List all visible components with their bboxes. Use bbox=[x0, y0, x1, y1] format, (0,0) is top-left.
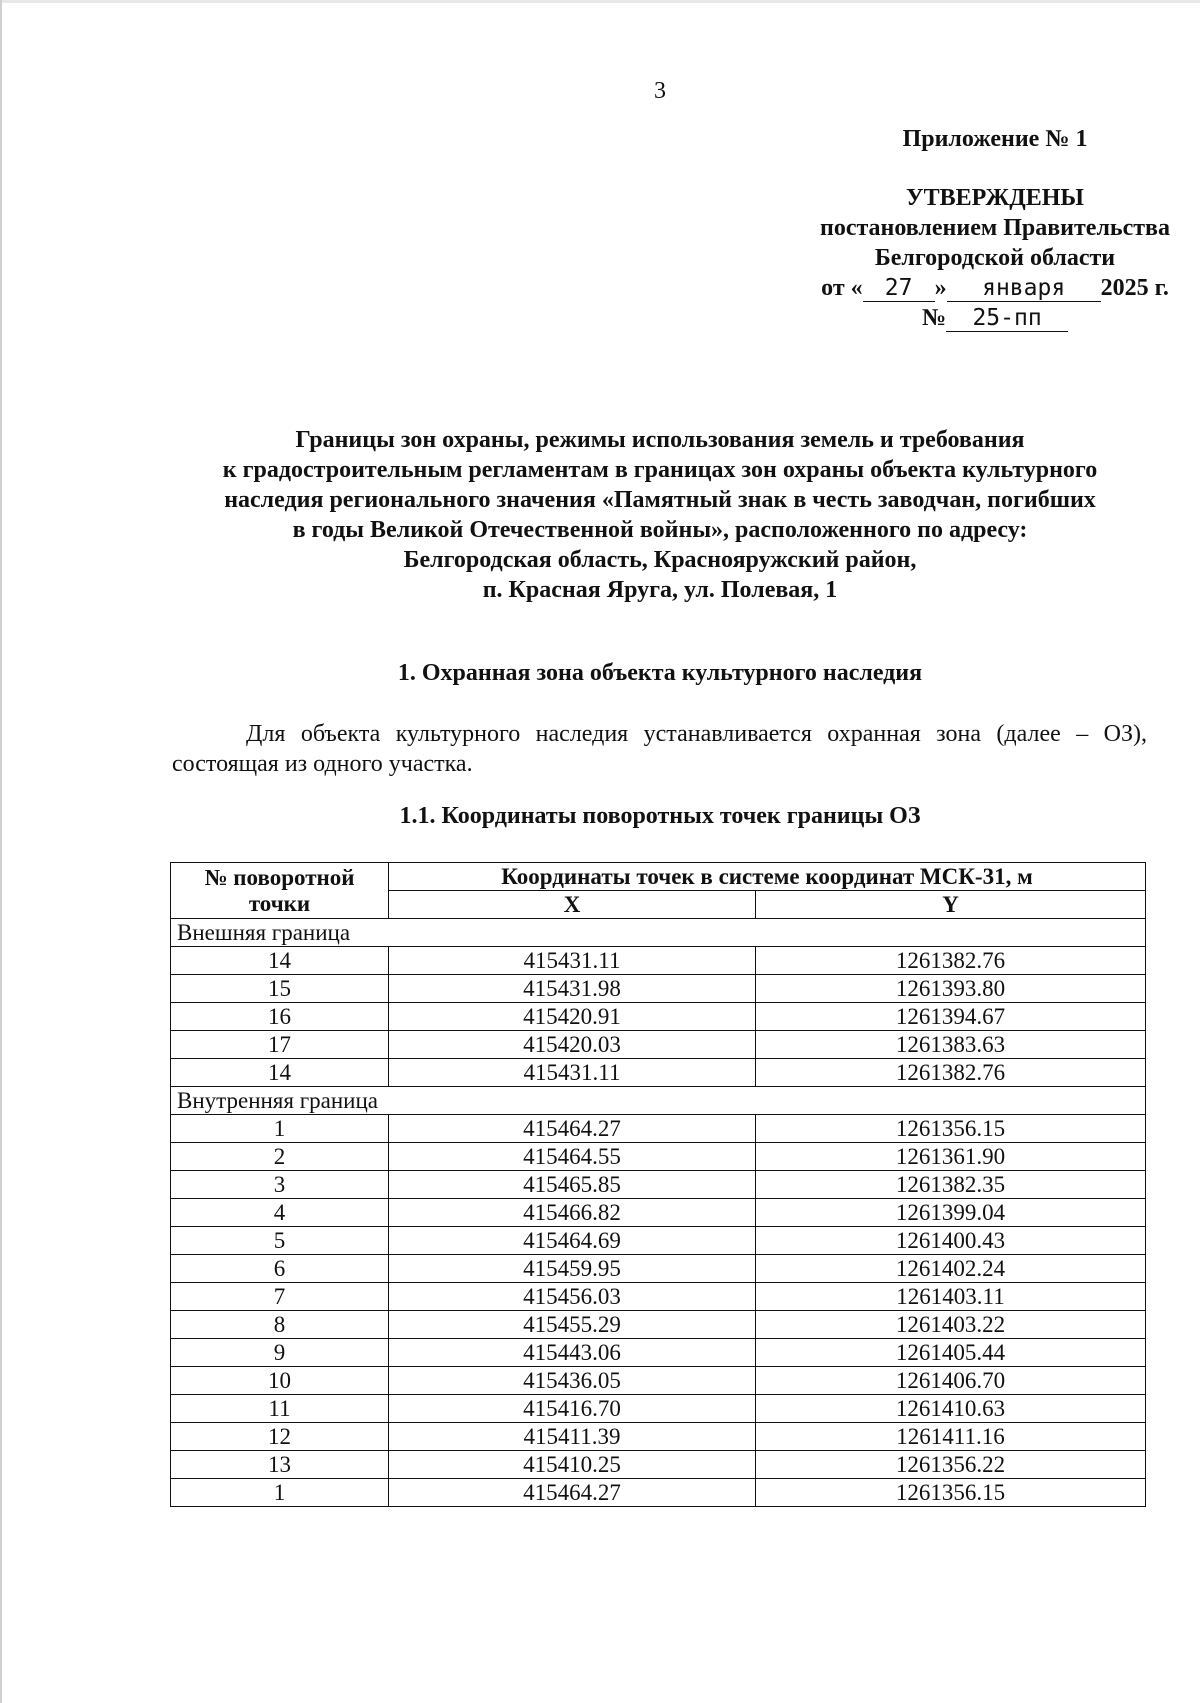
group-label: Внешняя граница bbox=[171, 919, 1146, 947]
header-y: Y bbox=[756, 891, 1146, 919]
point-number-cell: 11 bbox=[171, 1395, 389, 1423]
point-number-cell: 17 bbox=[171, 1031, 389, 1059]
date-day: 27 bbox=[863, 275, 935, 302]
header-x: X bbox=[389, 891, 756, 919]
x-cell: 415464.27 bbox=[389, 1115, 756, 1143]
title-line: Белгородская область, Краснояружский район, bbox=[403, 547, 917, 573]
x-cell: 415411.39 bbox=[389, 1423, 756, 1451]
table-row bbox=[171, 975, 1146, 1003]
point-number-cell: 4 bbox=[171, 1199, 389, 1227]
table-group-row bbox=[171, 919, 1146, 947]
appendix-label: Приложение № 1 bbox=[902, 126, 1088, 152]
table-row bbox=[171, 947, 1146, 975]
date-year: 2025 г. bbox=[1100, 275, 1169, 301]
document-title bbox=[165, 425, 1155, 605]
y-cell: 1261411.16 bbox=[756, 1423, 1146, 1451]
y-cell: 1261400.43 bbox=[756, 1227, 1146, 1255]
table-row bbox=[171, 1059, 1146, 1087]
table-row bbox=[171, 1199, 1146, 1227]
title-line: к градостроительным регламентам в границах зон охраны объекта культурного bbox=[222, 457, 1098, 483]
y-cell: 1261383.63 bbox=[756, 1031, 1146, 1059]
date-mid: » bbox=[934, 275, 947, 301]
resolution-line-1: постановлением Правительства bbox=[819, 215, 1170, 241]
y-cell: 1261356.15 bbox=[756, 1115, 1146, 1143]
point-number-cell: 1 bbox=[171, 1479, 389, 1507]
x-cell: 415464.27 bbox=[389, 1479, 756, 1507]
y-cell: 1261403.22 bbox=[756, 1311, 1146, 1339]
x-cell: 415420.03 bbox=[389, 1031, 756, 1059]
page-number: 3 bbox=[654, 78, 666, 104]
number-value: 25-пп bbox=[946, 305, 1068, 332]
x-cell: 415436.05 bbox=[389, 1367, 756, 1395]
point-number-cell: 9 bbox=[171, 1339, 389, 1367]
y-cell: 1261382.35 bbox=[756, 1171, 1146, 1199]
x-cell: 415420.91 bbox=[389, 1003, 756, 1031]
y-cell: 1261361.90 bbox=[756, 1143, 1146, 1171]
x-cell: 415431.98 bbox=[389, 975, 756, 1003]
table-row bbox=[171, 1451, 1146, 1479]
title-line: наследия регионального значения «Памятный знак в честь заводчан, погибших bbox=[224, 487, 1096, 513]
x-cell: 415431.11 bbox=[389, 1059, 756, 1087]
date-month: января bbox=[947, 275, 1101, 302]
table-row bbox=[171, 1255, 1146, 1283]
table-row bbox=[171, 1311, 1146, 1339]
point-number-cell: 5 bbox=[171, 1227, 389, 1255]
scan-edge bbox=[0, 0, 1200, 3]
point-number-cell: 6 bbox=[171, 1255, 389, 1283]
point-number-cell: 10 bbox=[171, 1367, 389, 1395]
section-1-1-heading: 1.1. Координаты поворотных точек границы ОЗ bbox=[399, 803, 921, 829]
table-row bbox=[171, 1031, 1146, 1059]
y-cell: 1261394.67 bbox=[756, 1003, 1146, 1031]
y-cell: 1261402.24 bbox=[756, 1255, 1146, 1283]
table-row bbox=[171, 1143, 1146, 1171]
table-row bbox=[171, 1283, 1146, 1311]
coordinates-table bbox=[170, 862, 1146, 1507]
approved-label: УТВЕРЖДЕНЫ bbox=[906, 185, 1084, 211]
title-line: в годы Великой Отечественной войны», расположенного по адресу: bbox=[292, 517, 1028, 543]
point-number-cell: 2 bbox=[171, 1143, 389, 1171]
point-number-cell: 14 bbox=[171, 1059, 389, 1087]
x-cell: 415465.85 bbox=[389, 1171, 756, 1199]
header-coordinates: Координаты точек в системе координат МСК-31, м bbox=[389, 863, 1146, 891]
x-cell: 415464.69 bbox=[389, 1227, 756, 1255]
point-number-cell: 14 bbox=[171, 947, 389, 975]
resolution-date bbox=[730, 273, 1200, 303]
coordinates-table-body bbox=[171, 919, 1146, 1507]
y-cell: 1261405.44 bbox=[756, 1339, 1146, 1367]
table-row bbox=[171, 1367, 1146, 1395]
x-cell: 415464.55 bbox=[389, 1143, 756, 1171]
resolution-number bbox=[730, 303, 1200, 333]
table-group-row bbox=[171, 1087, 1146, 1115]
x-cell: 415431.11 bbox=[389, 947, 756, 975]
x-cell: 415466.82 bbox=[389, 1199, 756, 1227]
resolution-line-2: Белгородской области bbox=[874, 245, 1116, 271]
y-cell: 1261393.80 bbox=[756, 975, 1146, 1003]
approval-block bbox=[730, 124, 1200, 333]
x-cell: 415416.70 bbox=[389, 1395, 756, 1423]
table-row bbox=[171, 1339, 1146, 1367]
scan-edge-left bbox=[0, 0, 2, 1703]
x-cell: 415456.03 bbox=[389, 1283, 756, 1311]
title-line: Границы зон охраны, режимы использования земель и требования bbox=[295, 427, 1025, 453]
y-cell: 1261403.11 bbox=[756, 1283, 1146, 1311]
date-prefix: от « bbox=[821, 275, 863, 301]
point-number-cell: 16 bbox=[171, 1003, 389, 1031]
x-cell: 415410.25 bbox=[389, 1451, 756, 1479]
number-prefix: № bbox=[921, 305, 947, 331]
point-number-cell: 8 bbox=[171, 1311, 389, 1339]
table-row bbox=[171, 1171, 1146, 1199]
table-row bbox=[171, 1227, 1146, 1255]
y-cell: 1261356.15 bbox=[756, 1479, 1146, 1507]
x-cell: 415459.95 bbox=[389, 1255, 756, 1283]
point-number-cell: 15 bbox=[171, 975, 389, 1003]
point-number-cell: 3 bbox=[171, 1171, 389, 1199]
y-cell: 1261406.70 bbox=[756, 1367, 1146, 1395]
table-row bbox=[171, 1423, 1146, 1451]
section-1-paragraph: Для объекта культурного наследия устанавливается охранная зона (далее – ОЗ), состоящая из одного участка. bbox=[172, 721, 1147, 777]
section-1-heading: 1. Охранная зона объекта культурного наследия bbox=[397, 660, 923, 686]
point-number-cell: 7 bbox=[171, 1283, 389, 1311]
x-cell: 415455.29 bbox=[389, 1311, 756, 1339]
header-point-number: № поворотной точки bbox=[171, 863, 389, 919]
point-number-cell: 12 bbox=[171, 1423, 389, 1451]
table-row bbox=[171, 1003, 1146, 1031]
y-cell: 1261399.04 bbox=[756, 1199, 1146, 1227]
point-number-cell: 13 bbox=[171, 1451, 389, 1479]
y-cell: 1261382.76 bbox=[756, 1059, 1146, 1087]
y-cell: 1261382.76 bbox=[756, 947, 1146, 975]
table-row bbox=[171, 1115, 1146, 1143]
table-row bbox=[171, 1479, 1146, 1507]
point-number-cell: 1 bbox=[171, 1115, 389, 1143]
y-cell: 1261356.22 bbox=[756, 1451, 1146, 1479]
x-cell: 415443.06 bbox=[389, 1339, 756, 1367]
table-row bbox=[171, 1395, 1146, 1423]
group-label: Внутренняя граница bbox=[171, 1087, 1146, 1115]
y-cell: 1261410.63 bbox=[756, 1395, 1146, 1423]
title-line: п. Красная Яруга, ул. Полевая, 1 bbox=[482, 577, 838, 603]
